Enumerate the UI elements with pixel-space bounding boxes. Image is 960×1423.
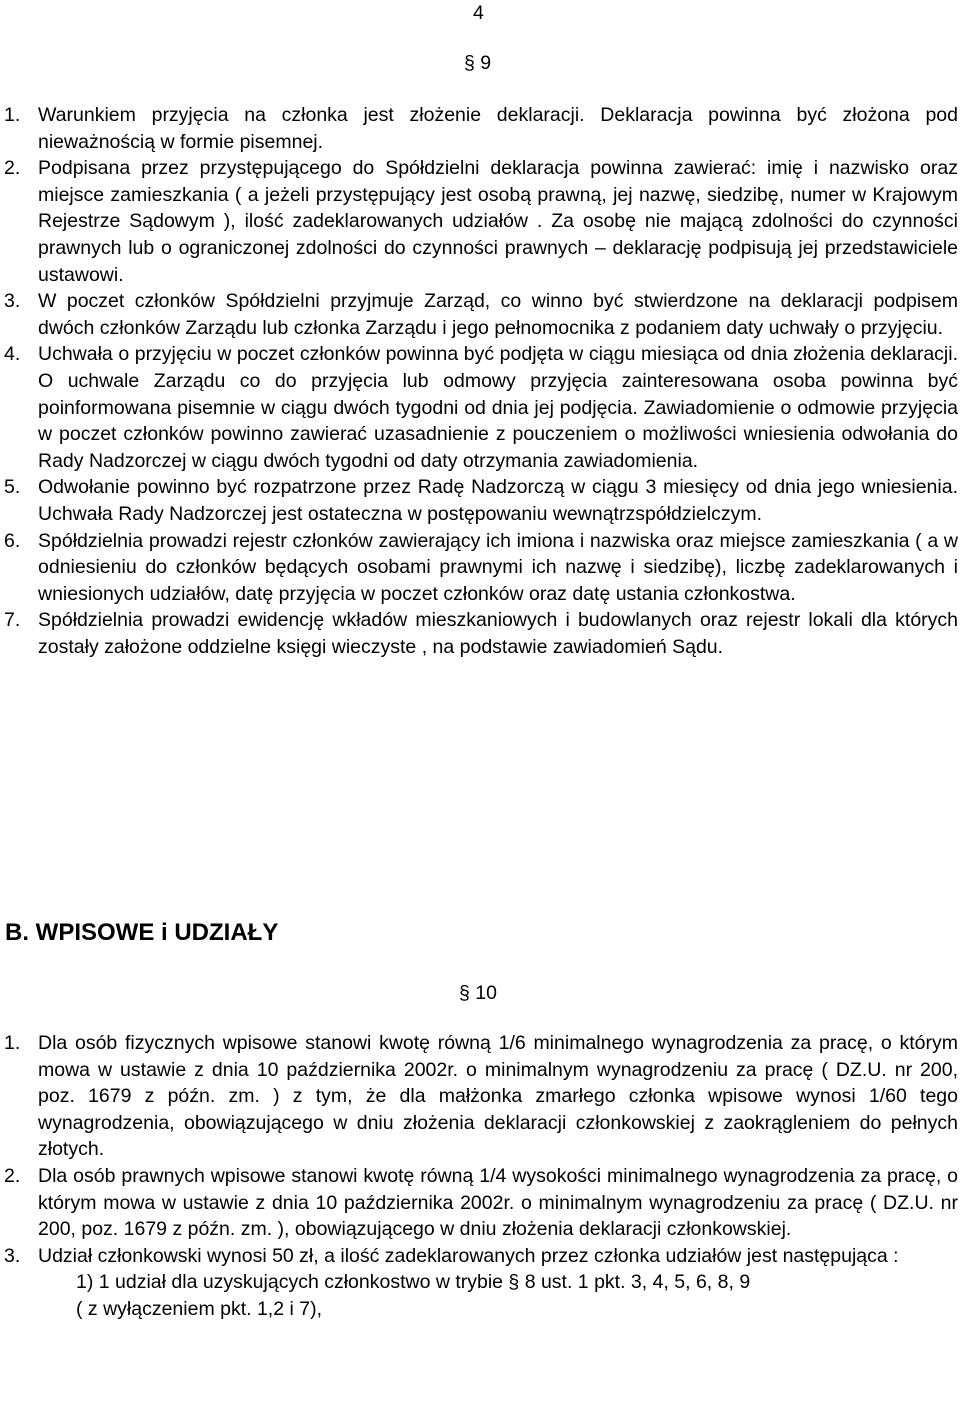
sub-item-1: 1) 1 udział dla uzyskujących członkostwo w trybie § 8 ust. 1 pkt. 3, 4, 5, 6, 8, 9 [76,1271,751,1294]
list-item [0,607,960,660]
sub-item-1-continuation: ( z wyłączeniem pkt. 1,2 i 7), [76,1297,322,1320]
point-number: 6. [4,529,21,552]
section-b-heading: B. WPISOWE i UDZIAŁY [5,919,279,946]
page-number: 4 [473,2,484,24]
list-item [0,1243,960,1323]
list-item [0,1030,960,1163]
point-text: Udział członkowski wynosi 50 zł, a ilość zadeklarowanych przez członka udziałów jest następująca : [38,1244,899,1267]
point-number: 2. [4,157,21,180]
point-3-sub-list [38,1269,958,1322]
section-a-points-list [0,102,960,660]
point-text: Odwołanie powinno być rozpatrzone przez Radę Nadzorczą w ciągu 3 miesięcy od dnia jego wniesienia. Uchwała Rady Nadzorczej jest ostateczna w postępowaniu wewnątrzspółdzielczym. [38,476,958,525]
point-text: W poczet członków Spółdzielni przyjmuje Zarząd, co winno być stwierdzone na deklaracji podpisem dwóch członków Zarządu lub członka Zarządu i jego pełnomocnika z podaniem daty uchwały o przyjęciu. [38,290,958,339]
point-number: 1. [4,1032,21,1054]
list-item [0,288,960,341]
point-number: 3. [4,290,21,313]
list-item [0,155,960,288]
list-item [0,1163,960,1243]
point-number: 7. [4,609,21,632]
point-text: Warunkiem przyjęcia na członka jest złożenie deklaracji. Deklaracja powinna być złożona pod nieważnością w formie pisemnej. [38,104,958,153]
list-item [0,474,960,527]
list-item [0,341,960,474]
point-number: 2. [4,1164,21,1187]
paragraph-9-heading: § 9 [464,52,492,74]
point-text: Podpisana przez przystępującego do Spółdzielni deklaracja powinna zawierać: imię i nazwisko oraz miejsce zamieszkania ( a jeżeli przystępujący jest osobą prawną, jej nazwę, siedzibę, numer w Krajowym Rejestrze Sądowym ), ilość zadeklarowanych udziałów . Za osobę nie mającą zdolności do czynności prawnych lub o ograniczonej zdolności do czynności prawnych – deklarację podpisują jej przedstawiciele ustawowi. [38,157,958,286]
point-number: 4. [4,343,21,366]
point-text: Spółdzielnia prowadzi rejestr członków zawierający ich imiona i nazwiska oraz miejsce zamieszkania ( a w odniesieniu do członków będących osobami prawnymi ich nazwę i siedzibę), liczbę zadeklarowanych i wniesionych udziałów, datę przyjęcia w poczet członków oraz datę ustania członkostwa. [38,529,958,605]
paragraph-10-heading: § 10 [459,982,497,1004]
point-text: Spółdzielnia prowadzi ewidencję wkładów mieszkaniowych i budowlanych oraz rejestr lokali dla których zostały założone oddzielne księgi wieczyste , na podstawie zawiadomień Sądu. [38,609,958,658]
point-number: 5. [4,476,21,499]
point-number: 1. [4,104,21,126]
point-text: Dla osób prawnych wpisowe stanowi kwotę równą 1/4 wysokości minimalnego wynagrodzenia za pracę, o którym mowa w ustawie z dnia 10 października 2002r. o minimalnym wynagrodzeniu za pracę ( DZ.U. nr 200, poz. 1679 z późn. zm. ), obowiązującego w dniu złożenia deklaracji członkowskiej. [38,1164,958,1241]
section-b-points-list [0,1030,960,1323]
point-text: Dla osób fizycznych wpisowe stanowi kwotę równą 1/6 minimalnego wynagrodzenia za pracę, o którym mowa w ustawie z dnia 10 października 2002r. o minimalnym wynagrodzeniu za pracę ( DZ.U. nr 200, poz. 1679 z późn. zm. ) z tym, że dla małżonka zmarłego członka wpisowe wynosi 1/60 tego wynagrodzenia, obowiązującego w dniu złożenia deklaracji członkowskiej z zaokrągleniem do pełnych złotych. [38,1032,958,1161]
point-text: Uchwała o przyjęciu w poczet członków powinna być podjęta w ciągu miesiąca od dnia złożenia deklaracji. O uchwale Zarządu co do przyjęcia lub odmowy przyjęcia zainteresowana osoba powinna być poinformowana pisemnie w ciągu dwóch tygodni od dnia jej podjęcia. Zawiadomienie o odmowie przyjęcia w poczet członków powinno zawierać uzasadnienie z pouczeniem o możliwości wniesienia odwołania do Rady Nadzorczej w ciągu dwóch tygodni od daty otrzymania zawiadomienia. [38,343,958,472]
list-item [0,102,960,155]
list-item [0,528,960,608]
point-number: 3. [4,1244,21,1267]
